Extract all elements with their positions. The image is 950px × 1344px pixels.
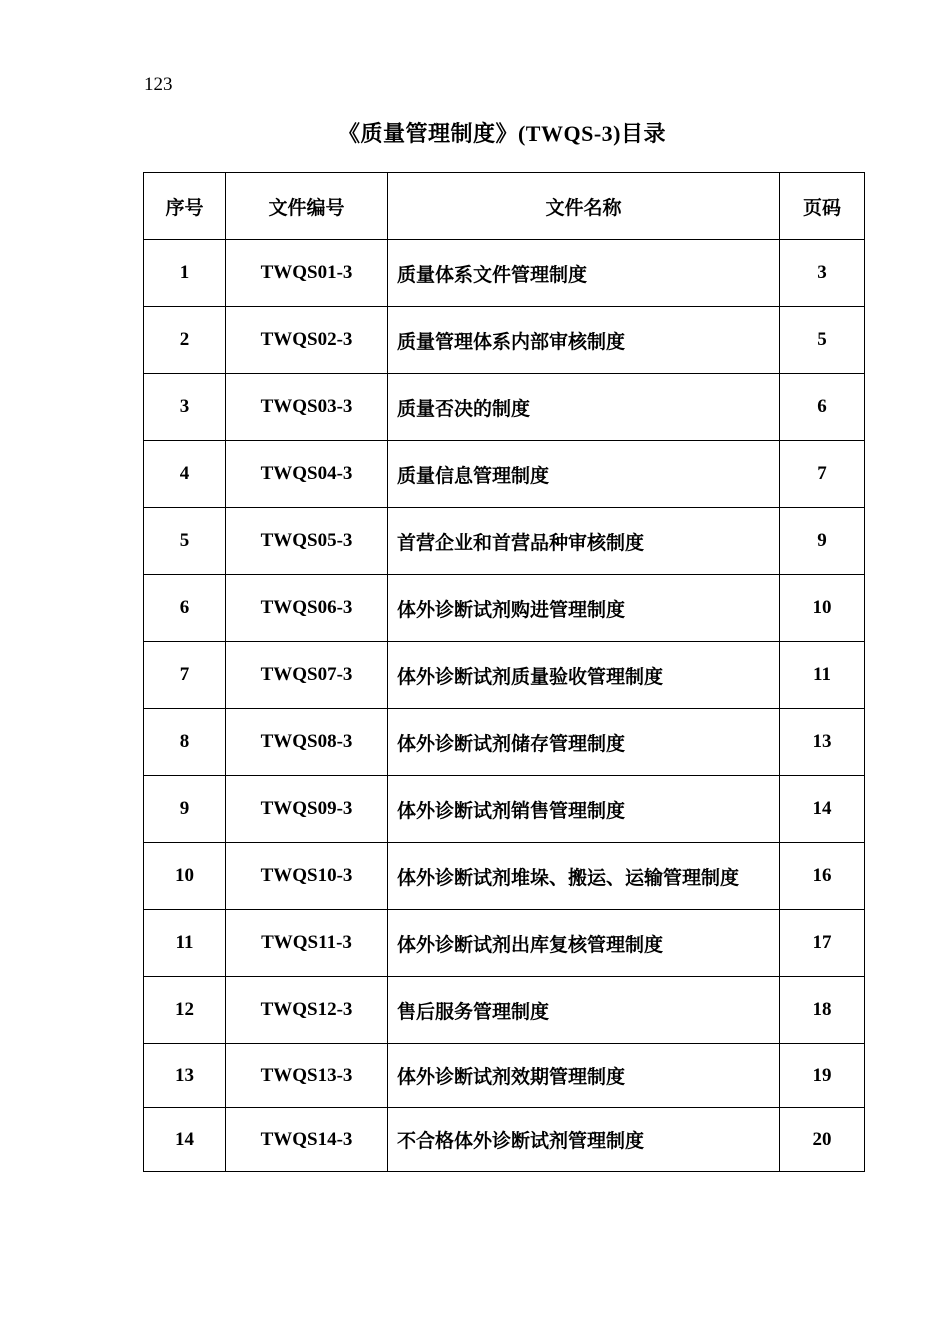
row-code-cell: TWQS11-3: [226, 910, 388, 977]
row-name-cell: 体外诊断试剂储存管理制度: [388, 709, 780, 776]
table-row: [144, 575, 865, 642]
table-header-row: [144, 173, 865, 240]
table-row: [144, 977, 865, 1044]
row-name-cell: 首营企业和首营品种审核制度: [388, 508, 780, 575]
row-page-cell: 11: [780, 642, 865, 709]
row-name-cell: 售后服务管理制度: [388, 977, 780, 1044]
table-row: [144, 441, 865, 508]
row-seq-cell: 11: [144, 910, 226, 977]
row-code-cell: TWQS07-3: [226, 642, 388, 709]
row-page-cell: 13: [780, 709, 865, 776]
row-code-cell: TWQS14-3: [226, 1108, 388, 1172]
table-body: [144, 240, 865, 1172]
row-seq-cell: 13: [144, 1044, 226, 1108]
row-seq-cell: 7: [144, 642, 226, 709]
row-name-cell: 体外诊断试剂出库复核管理制度: [388, 910, 780, 977]
table-row: [144, 709, 865, 776]
row-name-cell: 体外诊断试剂堆垛、搬运、运输管理制度: [388, 843, 780, 910]
row-code-cell: TWQS13-3: [226, 1044, 388, 1108]
row-page-cell: 14: [780, 776, 865, 843]
row-code-cell: TWQS04-3: [226, 441, 388, 508]
row-page-cell: 6: [780, 374, 865, 441]
row-seq-cell: 1: [144, 240, 226, 307]
row-name-cell: 质量体系文件管理制度: [388, 240, 780, 307]
row-page-cell: 17: [780, 910, 865, 977]
row-name-cell: 体外诊断试剂效期管理制度: [388, 1044, 780, 1108]
row-page-cell: 16: [780, 843, 865, 910]
table-row: [144, 1044, 865, 1108]
row-seq-cell: 14: [144, 1108, 226, 1172]
header-name: 文件名称: [388, 173, 780, 240]
table-of-contents: [143, 172, 865, 1172]
table-row: [144, 642, 865, 709]
row-page-cell: 5: [780, 307, 865, 374]
row-code-cell: TWQS03-3: [226, 374, 388, 441]
row-seq-cell: 9: [144, 776, 226, 843]
row-seq-cell: 3: [144, 374, 226, 441]
row-code-cell: TWQS05-3: [226, 508, 388, 575]
table-row: [144, 776, 865, 843]
row-code-cell: TWQS12-3: [226, 977, 388, 1044]
row-name-cell: 质量管理体系内部审核制度: [388, 307, 780, 374]
row-code-cell: TWQS09-3: [226, 776, 388, 843]
row-name-cell: 质量否决的制度: [388, 374, 780, 441]
row-page-cell: 3: [780, 240, 865, 307]
row-page-cell: 19: [780, 1044, 865, 1108]
table-row: [144, 374, 865, 441]
row-page-cell: 10: [780, 575, 865, 642]
row-seq-cell: 8: [144, 709, 226, 776]
table-row: [144, 843, 865, 910]
row-seq-cell: 12: [144, 977, 226, 1044]
row-code-cell: TWQS10-3: [226, 843, 388, 910]
row-name-cell: 体外诊断试剂销售管理制度: [388, 776, 780, 843]
document-title: 《质量管理制度》(TWQS-3)目录: [337, 121, 666, 146]
row-name-cell: 体外诊断试剂质量验收管理制度: [388, 642, 780, 709]
table-row: [144, 307, 865, 374]
row-page-cell: 7: [780, 441, 865, 508]
row-name-cell: 体外诊断试剂购进管理制度: [388, 575, 780, 642]
row-page-cell: 9: [780, 508, 865, 575]
row-seq-cell: 6: [144, 575, 226, 642]
row-code-cell: TWQS06-3: [226, 575, 388, 642]
row-name-cell: 质量信息管理制度: [388, 441, 780, 508]
row-seq-cell: 10: [144, 843, 226, 910]
row-code-cell: TWQS01-3: [226, 240, 388, 307]
table-row: [144, 1108, 865, 1172]
row-seq-cell: 2: [144, 307, 226, 374]
row-page-cell: 18: [780, 977, 865, 1044]
table-row: [144, 910, 865, 977]
page-number: 123: [144, 74, 173, 95]
table-row: [144, 240, 865, 307]
row-name-cell: 不合格体外诊断试剂管理制度: [388, 1108, 780, 1172]
table-row: [144, 508, 865, 575]
header-seq: 序号: [144, 173, 226, 240]
row-seq-cell: 4: [144, 441, 226, 508]
row-seq-cell: 5: [144, 508, 226, 575]
header-page: 页码: [780, 173, 865, 240]
header-code: 文件编号: [226, 173, 388, 240]
row-page-cell: 20: [780, 1108, 865, 1172]
row-code-cell: TWQS08-3: [226, 709, 388, 776]
row-code-cell: TWQS02-3: [226, 307, 388, 374]
